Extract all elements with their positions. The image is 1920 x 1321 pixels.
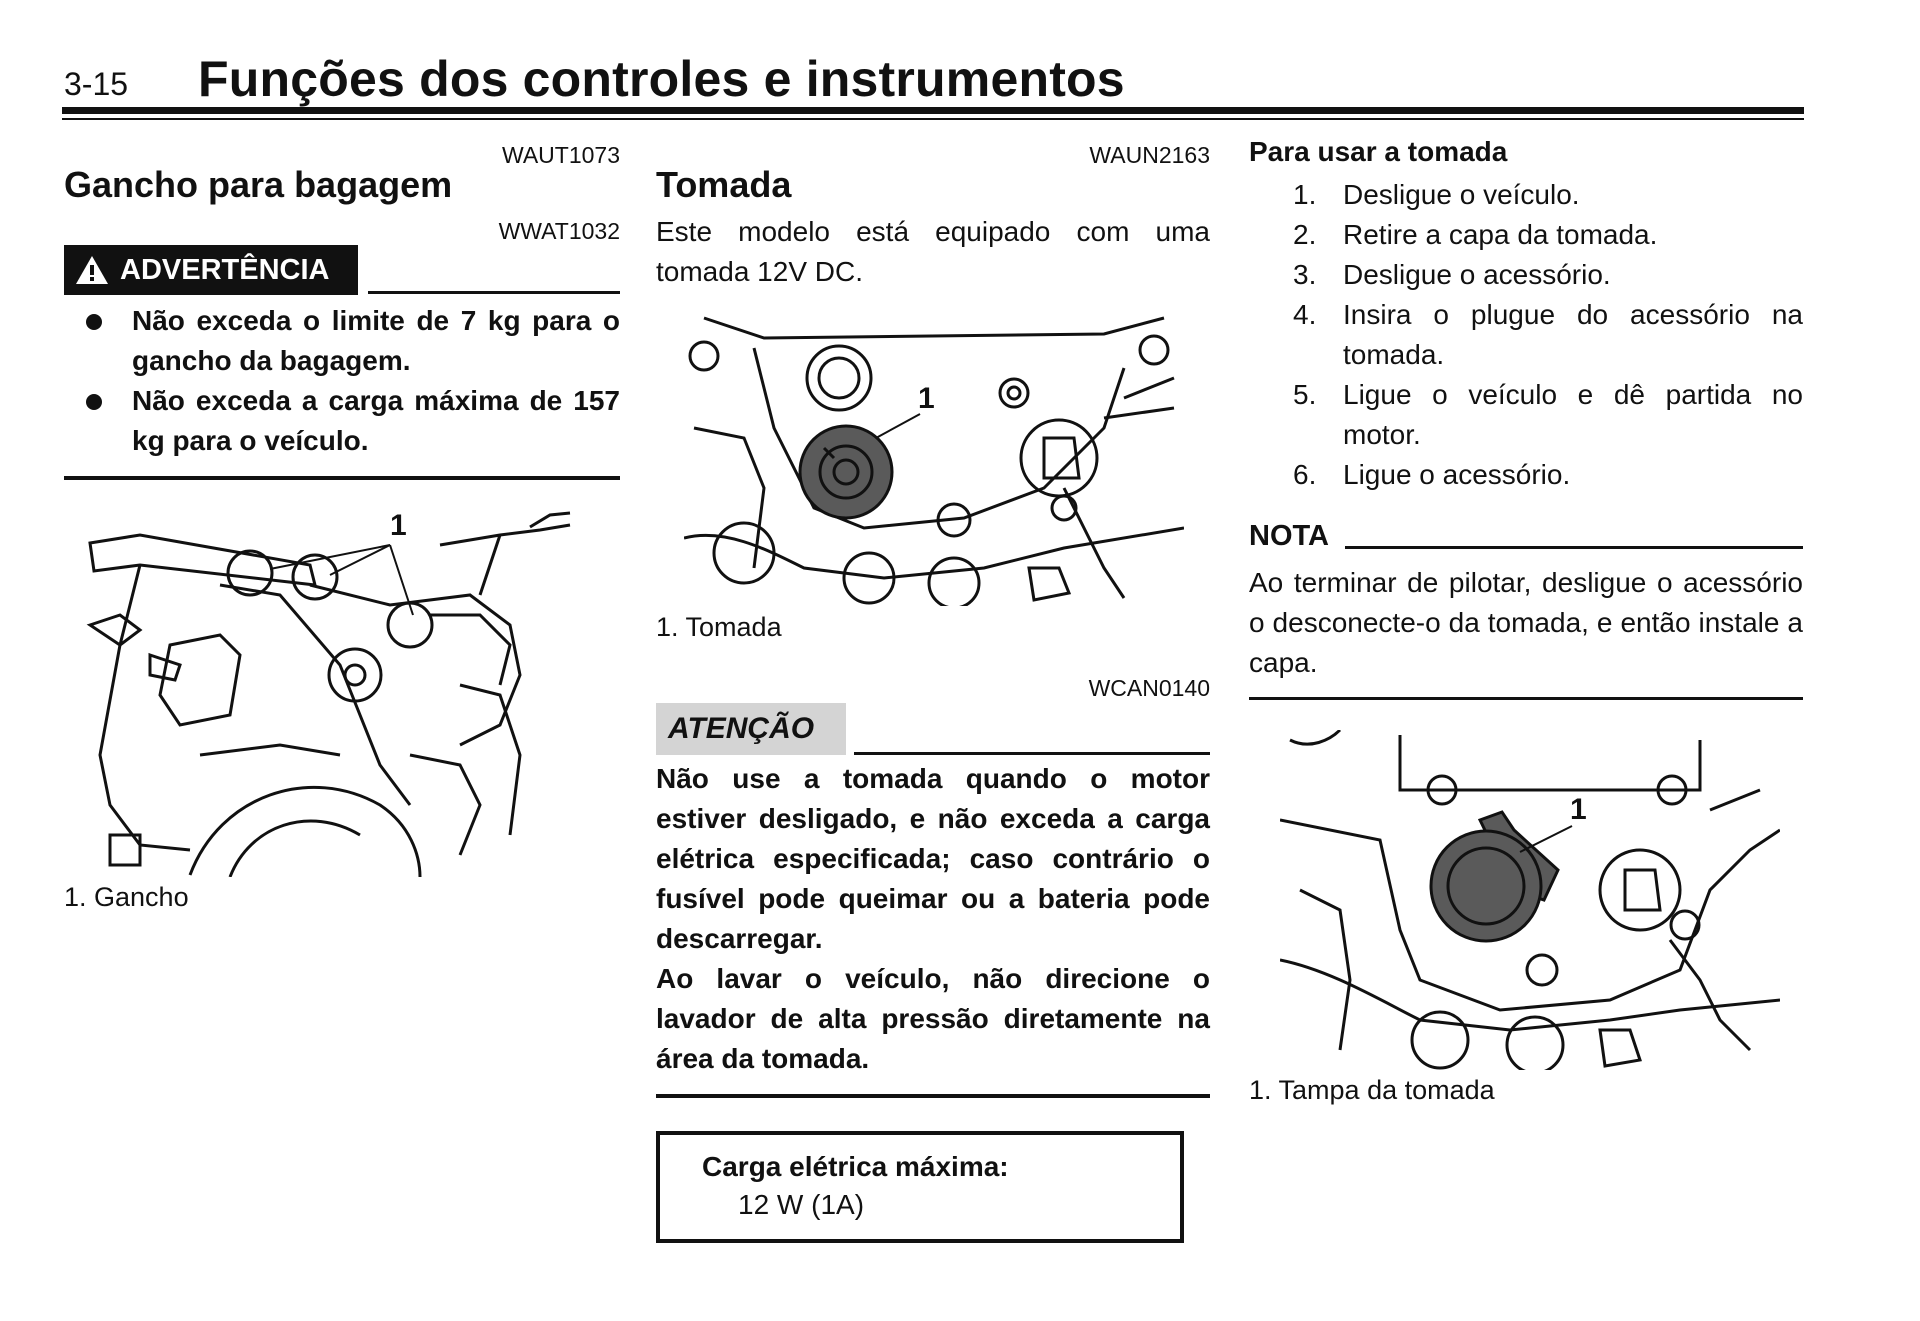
header-rule-thin — [62, 118, 1804, 120]
section-heading-socket: Tomada — [656, 164, 792, 205]
step-number: 2. — [1293, 219, 1317, 250]
step-text: Desligue o acessório. — [1343, 259, 1611, 290]
caution-paragraph: Ao lavar o veículo, não direcione o lavador de alta pressão diretamente na área da tomada. — [656, 963, 1210, 1074]
warning-list — [64, 301, 620, 461]
step-number: 4. — [1293, 299, 1317, 330]
warning-item: Não exceda a carga máxima de 157 kg para o veículo. — [64, 381, 620, 461]
page-title: Funções dos controles e instrumentos — [198, 51, 1125, 107]
step-item — [1249, 175, 1803, 215]
note-label: NOTA — [1249, 520, 1330, 552]
spec-title: Carga elétrica máxima: — [702, 1151, 1009, 1182]
usage-steps — [1249, 175, 1803, 495]
socket-cap-illustration — [1280, 730, 1780, 1070]
step-item — [1249, 375, 1803, 455]
usage-heading: Para usar a tomada — [1249, 136, 1508, 167]
step-number: 1. — [1293, 179, 1317, 210]
step-text: Ligue o veículo e dê partida no motor. — [1343, 379, 1803, 450]
socket-intro: Este modelo está equipado com uma tomada 12V DC. — [656, 216, 1210, 287]
figure-callout: 1 — [918, 382, 935, 415]
caution-rule — [854, 752, 1210, 755]
socket-illustration — [684, 308, 1184, 606]
section-code: WAUN2163 — [1089, 142, 1210, 168]
note-end-rule — [1249, 697, 1803, 700]
page-number: 3-15 — [64, 66, 129, 102]
warning-triangle-icon — [74, 254, 110, 286]
step-item — [1249, 255, 1803, 295]
luggage-hook-illustration — [80, 505, 580, 877]
note-rule — [1345, 546, 1803, 549]
warning-item: Não exceda o limite de 7 kg para o gancho da bagagem. — [64, 301, 620, 381]
step-text: Ligue o acessório. — [1343, 459, 1571, 490]
step-number: 6. — [1293, 459, 1317, 490]
step-text: Retire a capa da tomada. — [1343, 219, 1658, 250]
caution-code: WCAN0140 — [1088, 675, 1210, 701]
note-text: Ao terminar de pilotar, desligue o acessório o desconecte-o da tomada, e então instale a capa. — [1249, 567, 1803, 678]
step-item — [1249, 455, 1803, 495]
step-item — [1249, 295, 1803, 375]
step-item — [1249, 215, 1803, 255]
step-number: 3. — [1293, 259, 1317, 290]
figure-caption: 1. Tomada — [656, 612, 782, 642]
warning-end-rule — [64, 476, 620, 480]
header-rule — [62, 107, 1804, 114]
figure-caption: 1. Gancho — [64, 882, 189, 912]
step-text: Insira o plugue do acessório na tomada. — [1343, 299, 1803, 370]
step-text: Desligue o veículo. — [1343, 179, 1580, 210]
warning-label-text: ADVERTÊNCIA — [120, 253, 330, 286]
caution-paragraph: Não use a tomada quando o motor estiver desligado, e não exceda a carga elétrica especificada; caso contrário o fusível pode queimar ou a bateria pode descarregar. — [656, 763, 1210, 954]
warning-label — [64, 245, 358, 295]
spec-value: 12 W (1A) — [738, 1189, 865, 1220]
section-code: WAUT1073 — [501, 142, 620, 168]
caution-label — [656, 703, 846, 755]
warning-rule — [368, 291, 620, 294]
figure-caption: 1. Tampa da tomada — [1249, 1075, 1495, 1105]
section-heading-luggage-hook: Gancho para bagagem — [64, 164, 453, 205]
caution-end-rule — [656, 1094, 1210, 1098]
figure-callout: 1 — [1570, 793, 1587, 826]
caution-label-text: ATENÇÃO — [668, 712, 815, 745]
figure-callout: 1 — [390, 509, 407, 542]
warning-code: WWAT1032 — [498, 218, 620, 244]
step-number: 5. — [1293, 379, 1317, 410]
spec-box — [656, 1131, 1184, 1243]
